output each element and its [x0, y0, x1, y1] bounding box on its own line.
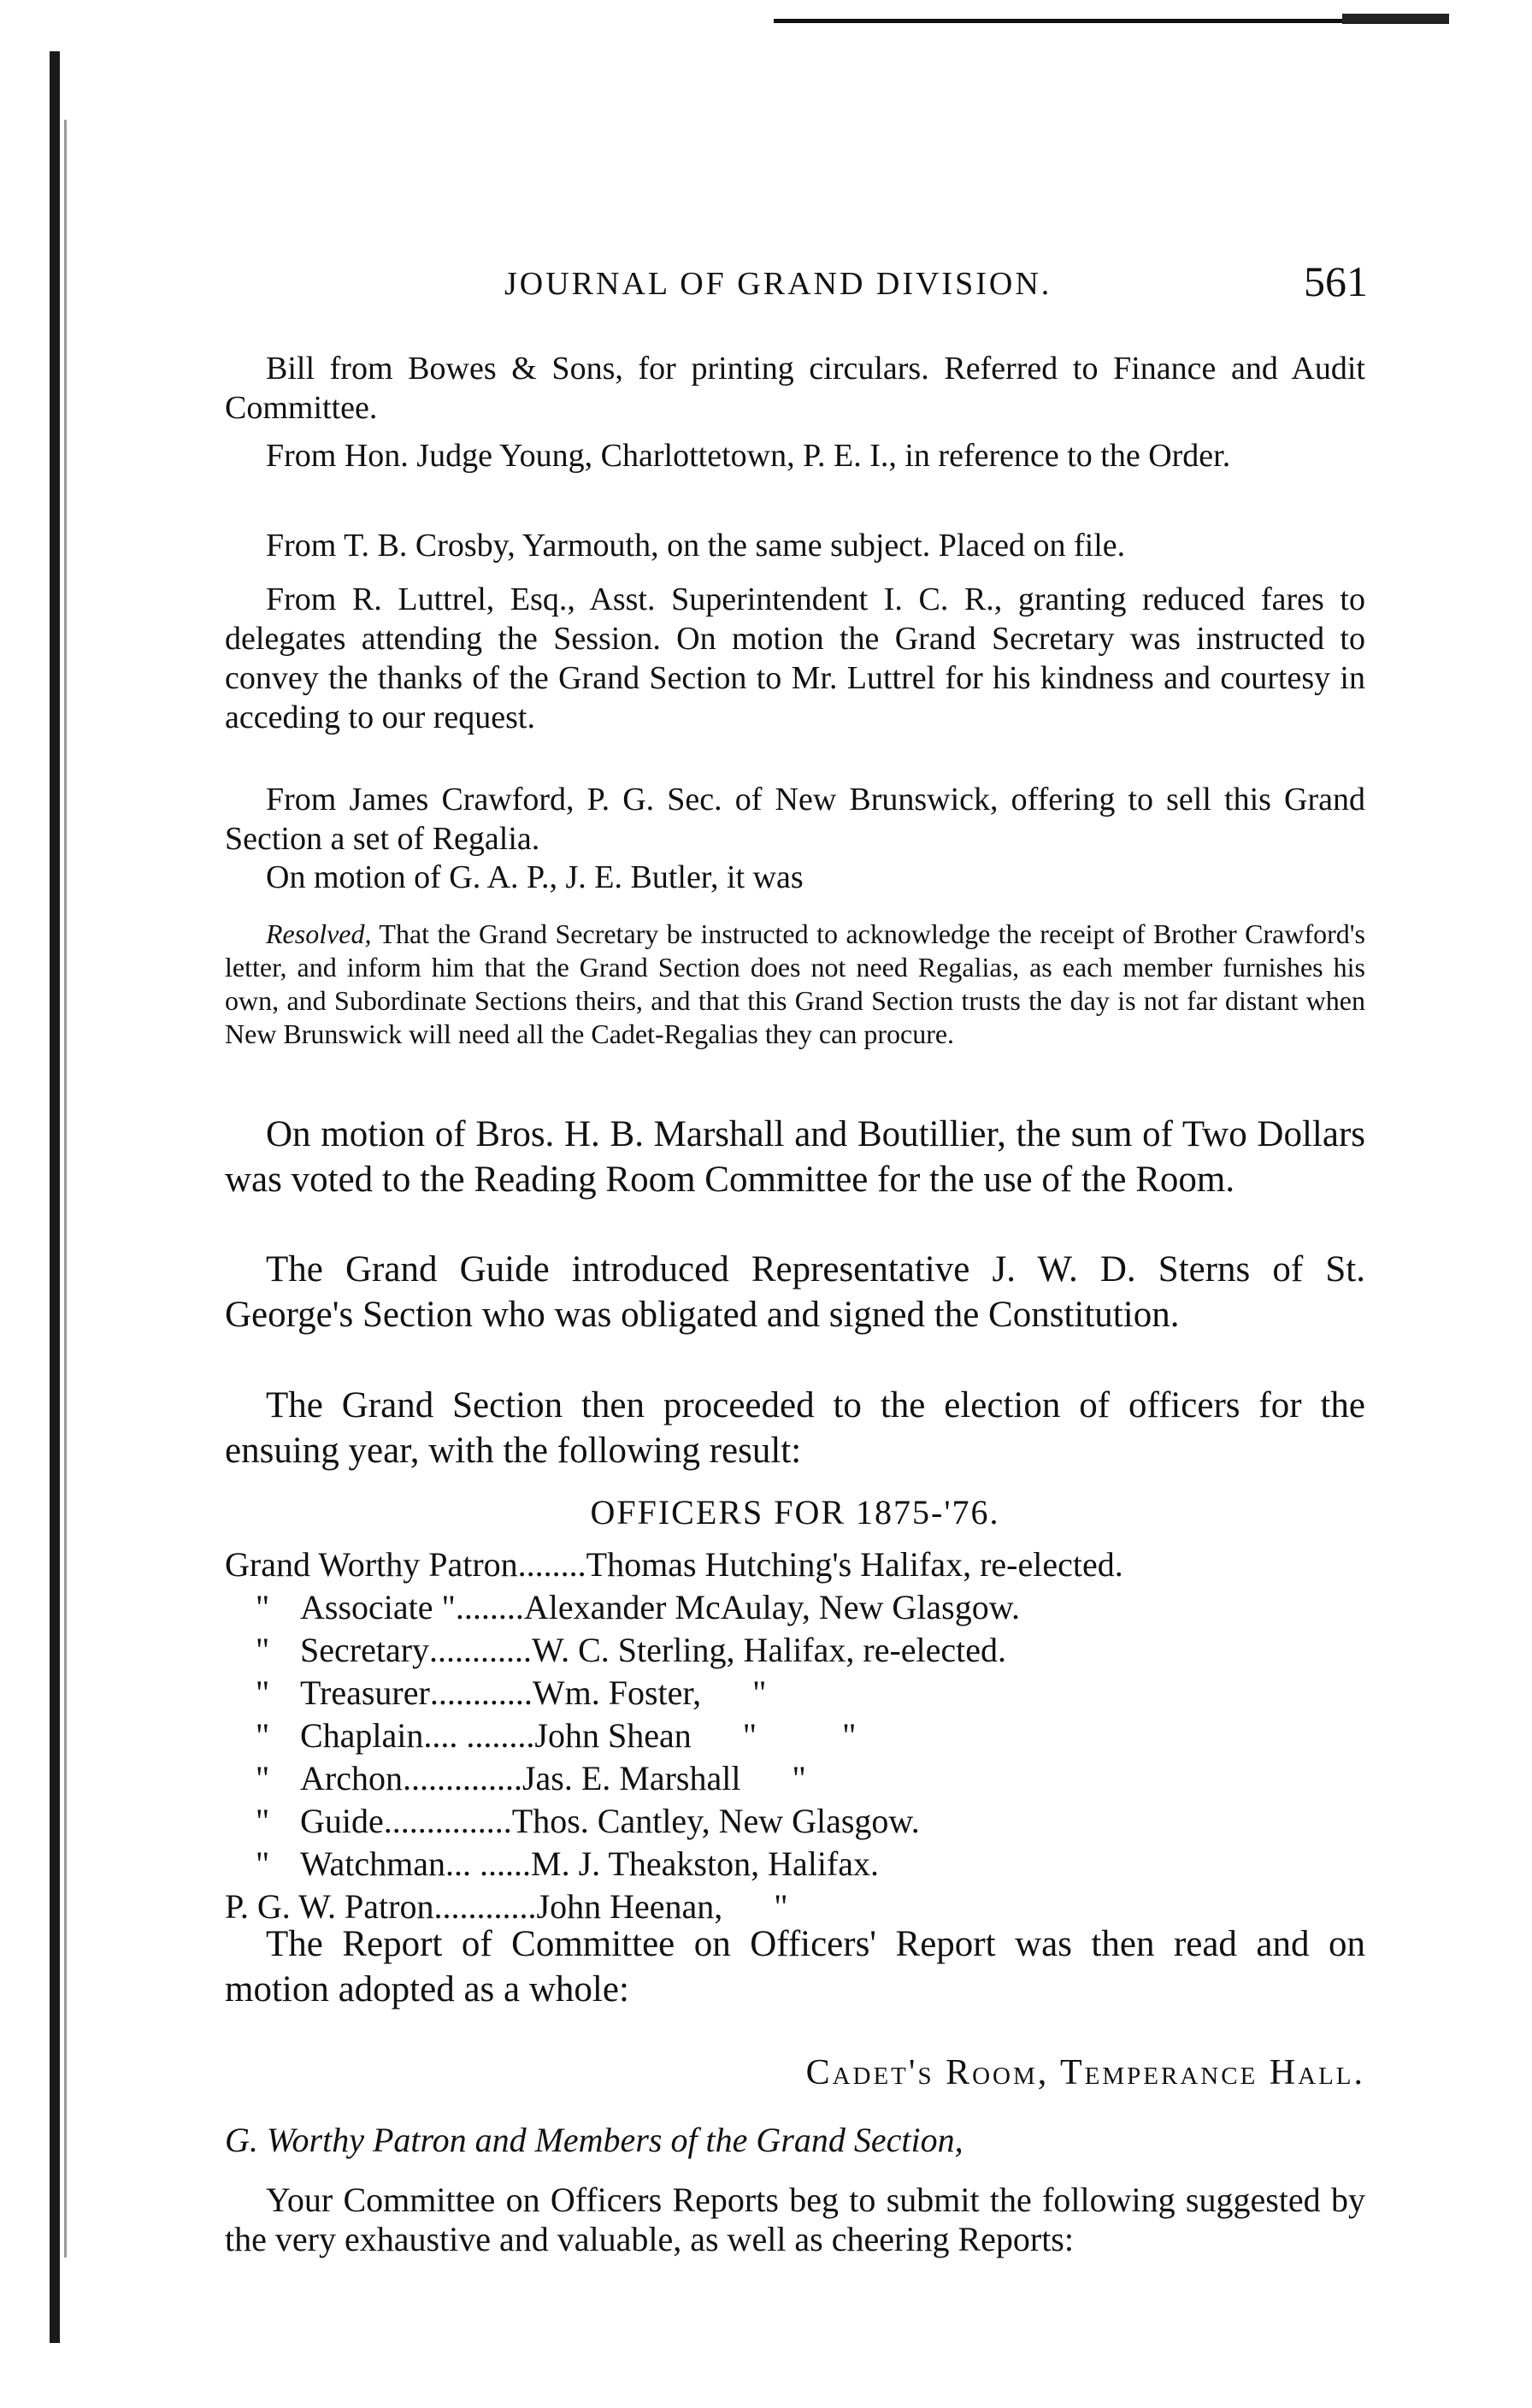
- election-intro: [225, 1383, 1365, 1473]
- officer-row: [225, 1672, 1365, 1715]
- officer-row: [225, 1586, 1365, 1629]
- officer-title: Watchman: [300, 1844, 446, 1883]
- paragraph: On motion of G. A. P., J. E. Butler, it was: [266, 859, 804, 895]
- report-location: Cadet's Room, Temperance Hall.: [805, 2053, 1365, 2092]
- ditto-mark: ": [255, 1716, 270, 1755]
- officers-heading: OFFICERS FOR 1875-'76.: [590, 1493, 1000, 1532]
- officer-name: John Heenan,: [536, 1887, 723, 1926]
- top-rule-mark: [1342, 14, 1449, 24]
- officer-title: P. G. W. Patron: [225, 1887, 434, 1926]
- leader-dots: ............: [429, 1631, 533, 1669]
- officer-name: John Shean: [534, 1716, 692, 1755]
- officer-name: M. J. Theakston, Halifax.: [531, 1844, 880, 1883]
- paragraph: The Report of Committee on Officers' Report was then read and on motion adopted as a whole:: [225, 1924, 1365, 2010]
- paragraph: The Grand Section then proceeded to the election of officers for the ensuing year, with the following result:: [225, 1385, 1365, 1471]
- entry-sterns: [225, 1247, 1365, 1337]
- committee-report-body: [225, 2181, 1365, 2259]
- officer-row: [225, 1800, 1365, 1843]
- ditto-mark: ": [255, 1588, 270, 1626]
- salutation: [225, 2121, 1365, 2160]
- officer-row: [225, 1715, 1365, 1757]
- entry-crawford: [225, 780, 1365, 859]
- ditto-mark: ": [255, 1844, 270, 1883]
- officer-title: Associate ": [300, 1588, 456, 1626]
- officer-row: [225, 1843, 1365, 1886]
- page-number: 561: [1304, 257, 1368, 305]
- officer-name: Alexander McAulay, New Glasgow.: [523, 1588, 1021, 1626]
- leader-dots: ..............: [402, 1759, 522, 1797]
- salutation-text: G. Worthy Patron and Members of the Grand Section,: [225, 2121, 963, 2159]
- ditto-mark: ": [255, 1759, 270, 1797]
- paragraph: From R. Luttrel, Esq., Asst. Superintendent I. C. R., granting reduced fares to delegates attending the Session. On motion the Grand Secretary was instructed to convey the thanks of the Grand Section to Mr. Luttrel for his kindness and courtesy in acceding to our request.: [225, 581, 1365, 735]
- leader-dots: ...............: [383, 1802, 512, 1840]
- entry-bowes: [225, 349, 1365, 428]
- running-header: [504, 257, 1368, 316]
- officer-row: [225, 1629, 1365, 1672]
- ditto-mark: ": [774, 1887, 788, 1926]
- officer-title: Archon: [300, 1759, 403, 1797]
- ditto-mark: ": [255, 1802, 270, 1840]
- ditto-mark: ": [792, 1759, 806, 1797]
- officer-name: Thos. Cantley, New Glasgow.: [511, 1802, 920, 1840]
- entry-young: [225, 436, 1365, 475]
- ditto-mark: ": [255, 1673, 270, 1712]
- motion-reading-room: [225, 1112, 1365, 1202]
- officer-name: Wm. Foster,: [532, 1673, 702, 1712]
- entry-luttrel: [225, 580, 1365, 737]
- paragraph: The Grand Guide introduced Representative J. W. D. Sterns of St. George's Section who was obligated and signed the Constitution.: [225, 1249, 1365, 1335]
- officer-name: Jas. E. Marshall: [521, 1759, 741, 1797]
- ditto-mark: ": [752, 1673, 767, 1712]
- resolution: [225, 918, 1365, 1051]
- leader-dots: ........: [455, 1588, 524, 1626]
- leader-dots: ............: [433, 1887, 537, 1926]
- officer-title: Secretary: [300, 1631, 430, 1669]
- officer-name: Thomas Hutching's Halifax, re-elected.: [586, 1545, 1123, 1584]
- leader-dots: ... ......: [445, 1844, 532, 1883]
- paragraph: Bill from Bowes & Sons, for printing circulars. Referred to Finance and Audit Committee.: [225, 351, 1365, 426]
- paragraph: From Hon. Judge Young, Charlottetown, P. E. I., in reference to the Order.: [266, 438, 1231, 474]
- paragraph: Your Committee on Officers Reports beg to submit the following suggested by the very exhaustive and valuable, as well as cheering Reports:: [225, 2181, 1365, 2258]
- officer-row: [225, 1543, 1365, 1586]
- paragraph: From James Crawford, P. G. Sec. of New Brunswick, offering to sell this Grand Section a set of Regalia.: [225, 782, 1365, 857]
- officer-row: [225, 1757, 1365, 1800]
- paragraph: From T. B. Crosby, Yarmouth, on the same subject. Placed on file.: [266, 528, 1126, 564]
- ditto-mark: " ": [742, 1716, 857, 1755]
- officer-title: Guide: [300, 1802, 384, 1840]
- running-title: JOURNAL OF GRAND DIVISION.: [504, 266, 1052, 302]
- leader-dots: ........: [517, 1545, 586, 1584]
- entry-crosby: [225, 526, 1365, 565]
- officer-title: Chaplain: [300, 1716, 424, 1755]
- resolution-body: That the Grand Secretary be instructed to acknowledge the receipt of Brother Crawford's letter, and inform him that the Grand Section does not need Regalias, as each member furnishes his own, and Subordinate Sections theirs, and that this Grand Section trusts the day is not far distant when New Brunswick will need all the Cadet-Regalias they can procure.: [225, 918, 1366, 1049]
- officer-title: Grand Worthy Patron: [225, 1545, 518, 1584]
- committee-report-intro: [225, 1921, 1365, 2012]
- binding-shadow: [64, 120, 67, 2258]
- ditto-mark: ": [255, 1631, 270, 1669]
- leader-dots: ............: [429, 1673, 533, 1712]
- leader-dots: .... ........: [423, 1716, 535, 1755]
- motion-butler: [225, 858, 1365, 897]
- officers-list: [225, 1543, 1365, 1928]
- officer-name: W. C. Sterling, Halifax, re-elected.: [532, 1631, 1007, 1669]
- resolution-text: [225, 918, 1365, 1051]
- officer-title: Treasurer: [300, 1673, 430, 1712]
- binding-edge: [50, 51, 60, 2343]
- paragraph: On motion of Bros. H. B. Marshall and Boutillier, the sum of Two Dollars was voted to the Reading Room Committee for the use of the Room.: [225, 1114, 1365, 1200]
- resolved-label: Resolved,: [266, 918, 372, 949]
